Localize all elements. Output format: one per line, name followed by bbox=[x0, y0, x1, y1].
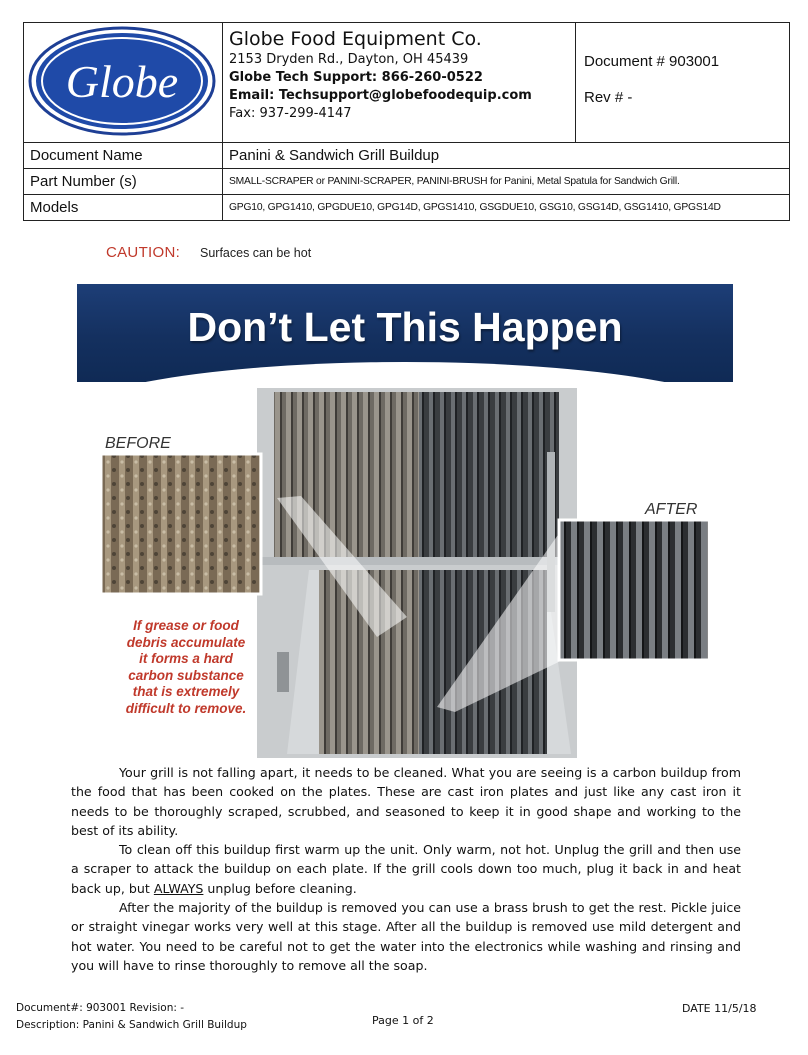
footer-page: Page 1 of 2 bbox=[372, 1014, 434, 1027]
logo-text: Globe bbox=[65, 56, 179, 107]
warning-line: If grease or food bbox=[133, 618, 239, 633]
footer-date: DATE 11/5/18 bbox=[682, 1002, 757, 1015]
body-text bbox=[71, 763, 741, 975]
company-cell bbox=[223, 23, 576, 143]
row-label: Part Number (s) bbox=[24, 169, 223, 195]
company-address: 2153 Dryden Rd., Dayton, OH 45439 bbox=[229, 52, 469, 67]
document-cell bbox=[576, 23, 790, 143]
warning-line: it forms a hard bbox=[139, 651, 233, 666]
company-name: Globe Food Equipment Co. bbox=[229, 28, 482, 50]
document-number: Document # 903001 bbox=[584, 53, 720, 70]
logo-cell bbox=[24, 23, 223, 143]
footer-doc-rev: Document#: 903001 Revision: - bbox=[16, 1002, 185, 1014]
footer-description: Description: Panini & Sandwich Grill Buildup bbox=[16, 1019, 247, 1031]
revision: Rev # - bbox=[584, 89, 633, 106]
banner-curve bbox=[77, 362, 733, 382]
warning-line: difficult to remove. bbox=[125, 700, 247, 716]
row-value: SMALL-SCRAPER or PANINI-SCRAPER, PANINI-BRUSH for Panini, Metal Spatula for Sandwich Grill. bbox=[223, 169, 790, 195]
grill-photo bbox=[77, 382, 733, 758]
before-label: BEFORE bbox=[105, 435, 171, 452]
tech-support: Globe Tech Support: 866-260-0522 bbox=[229, 70, 483, 85]
globe-logo bbox=[24, 23, 222, 142]
fax: Fax: 937-299-4147 bbox=[229, 106, 352, 121]
banner bbox=[77, 284, 733, 382]
warning-line: debris accumulate bbox=[126, 634, 246, 650]
paragraph-2-start: To clean off this buildup first warm up the unit. Only warm, not hot. Unplug the grill and then use a scraper to attack the buildup on each plate. If the grill cools down too much, plug it back in and heat back up, but bbox=[71, 842, 741, 896]
warning-callout bbox=[101, 618, 271, 717]
row-value: Panini & Sandwich Grill Buildup bbox=[223, 143, 790, 169]
email: Email: Techsupport@globefoodequip.com bbox=[229, 88, 532, 103]
after-label: AFTER bbox=[645, 501, 698, 518]
row-label: Document Name bbox=[24, 143, 223, 169]
banner-title: Don’t Let This Happen bbox=[187, 304, 623, 350]
header-table bbox=[23, 22, 790, 221]
caution-label: CAUTION: bbox=[106, 244, 181, 261]
footer-left bbox=[16, 1000, 247, 1034]
row-value: GPG10, GPG1410, GPGDUE10, GPG14D, GPGS1410, GSGDUE10, GSG10, GSG14D, GSG1410, GPGS14D bbox=[223, 195, 790, 221]
caution-text: Surfaces can be hot bbox=[200, 246, 312, 260]
always-emphasis: ALWAYS bbox=[153, 880, 204, 896]
warning-line: carbon substance bbox=[128, 667, 244, 683]
paragraph-2 bbox=[71, 840, 741, 898]
warning-line: that is extremely bbox=[132, 684, 240, 699]
paragraph-2-end: unplug before cleaning. bbox=[203, 880, 357, 896]
row-label: Models bbox=[24, 195, 223, 221]
paragraph-3: After the majority of the buildup is removed you can use a brass brush to get the rest. Pickle juice or straight vinegar works very well at this stage. After all the buildup is removed use mild detergent and hot water. You need to be careful not to get the water into the electronics while washing and rinsing and you will have to rinse thoroughly to remove all the soap. bbox=[71, 900, 741, 973]
paragraph-1: Your grill is not falling apart, it needs to be cleaned. What you are seeing is a carbon buildup from the food that has been cooked on the plates. These are cast iron plates and just like any cast iron it needs to be thoroughly scraped, scrubbed, and seasoned to keep it in good shape and working to the best of its ability. bbox=[71, 765, 741, 838]
